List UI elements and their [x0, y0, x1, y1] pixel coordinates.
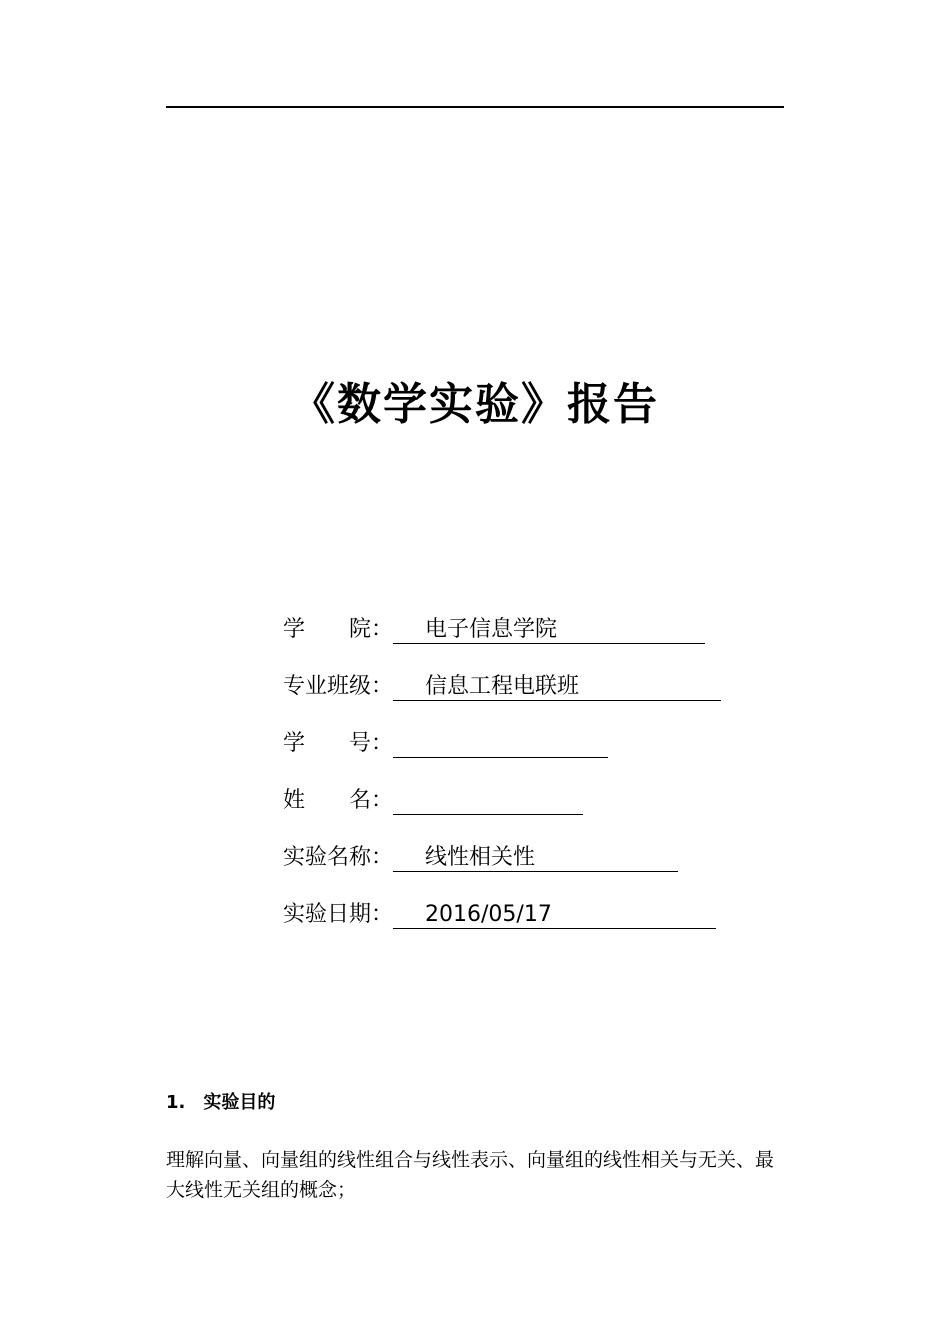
- info-row-experiment: [283, 840, 678, 876]
- college-value: 电子信息学院: [425, 617, 558, 642]
- report-title: 《数学实验》报告: [291, 379, 659, 430]
- info-row-name: [283, 783, 583, 819]
- header-rule: [166, 106, 784, 108]
- date-value: 2016/05/17: [425, 902, 552, 927]
- id-field: [393, 726, 608, 758]
- name-field: [393, 783, 583, 815]
- info-row-id: [283, 726, 608, 762]
- class-value: 信息工程电联班: [425, 674, 580, 699]
- id-label: 学 号：: [283, 731, 394, 756]
- class-label: 专业班级：: [283, 674, 394, 699]
- class-field: [393, 669, 721, 701]
- experiment-label: 实验名称：: [283, 845, 394, 870]
- section-title: 实验目的: [203, 1092, 276, 1113]
- college-field: [393, 612, 705, 644]
- section-body-text: 理解向量、向量组的线性组合与线性表示、向量组的线性相关与无关、最大线性无关组的概念；: [166, 1149, 775, 1201]
- section-heading: [166, 1088, 275, 1114]
- college-label: 学 院：: [283, 617, 394, 642]
- info-row-date: [283, 897, 716, 933]
- section-number: 1.: [166, 1092, 186, 1113]
- name-label: 姓 名：: [283, 788, 394, 813]
- info-row-college: [283, 612, 705, 648]
- date-label: 实验日期：: [283, 902, 394, 927]
- date-field: [393, 897, 716, 929]
- experiment-field: [393, 840, 678, 872]
- info-row-class: [283, 669, 721, 705]
- experiment-value: 线性相关性: [425, 845, 536, 870]
